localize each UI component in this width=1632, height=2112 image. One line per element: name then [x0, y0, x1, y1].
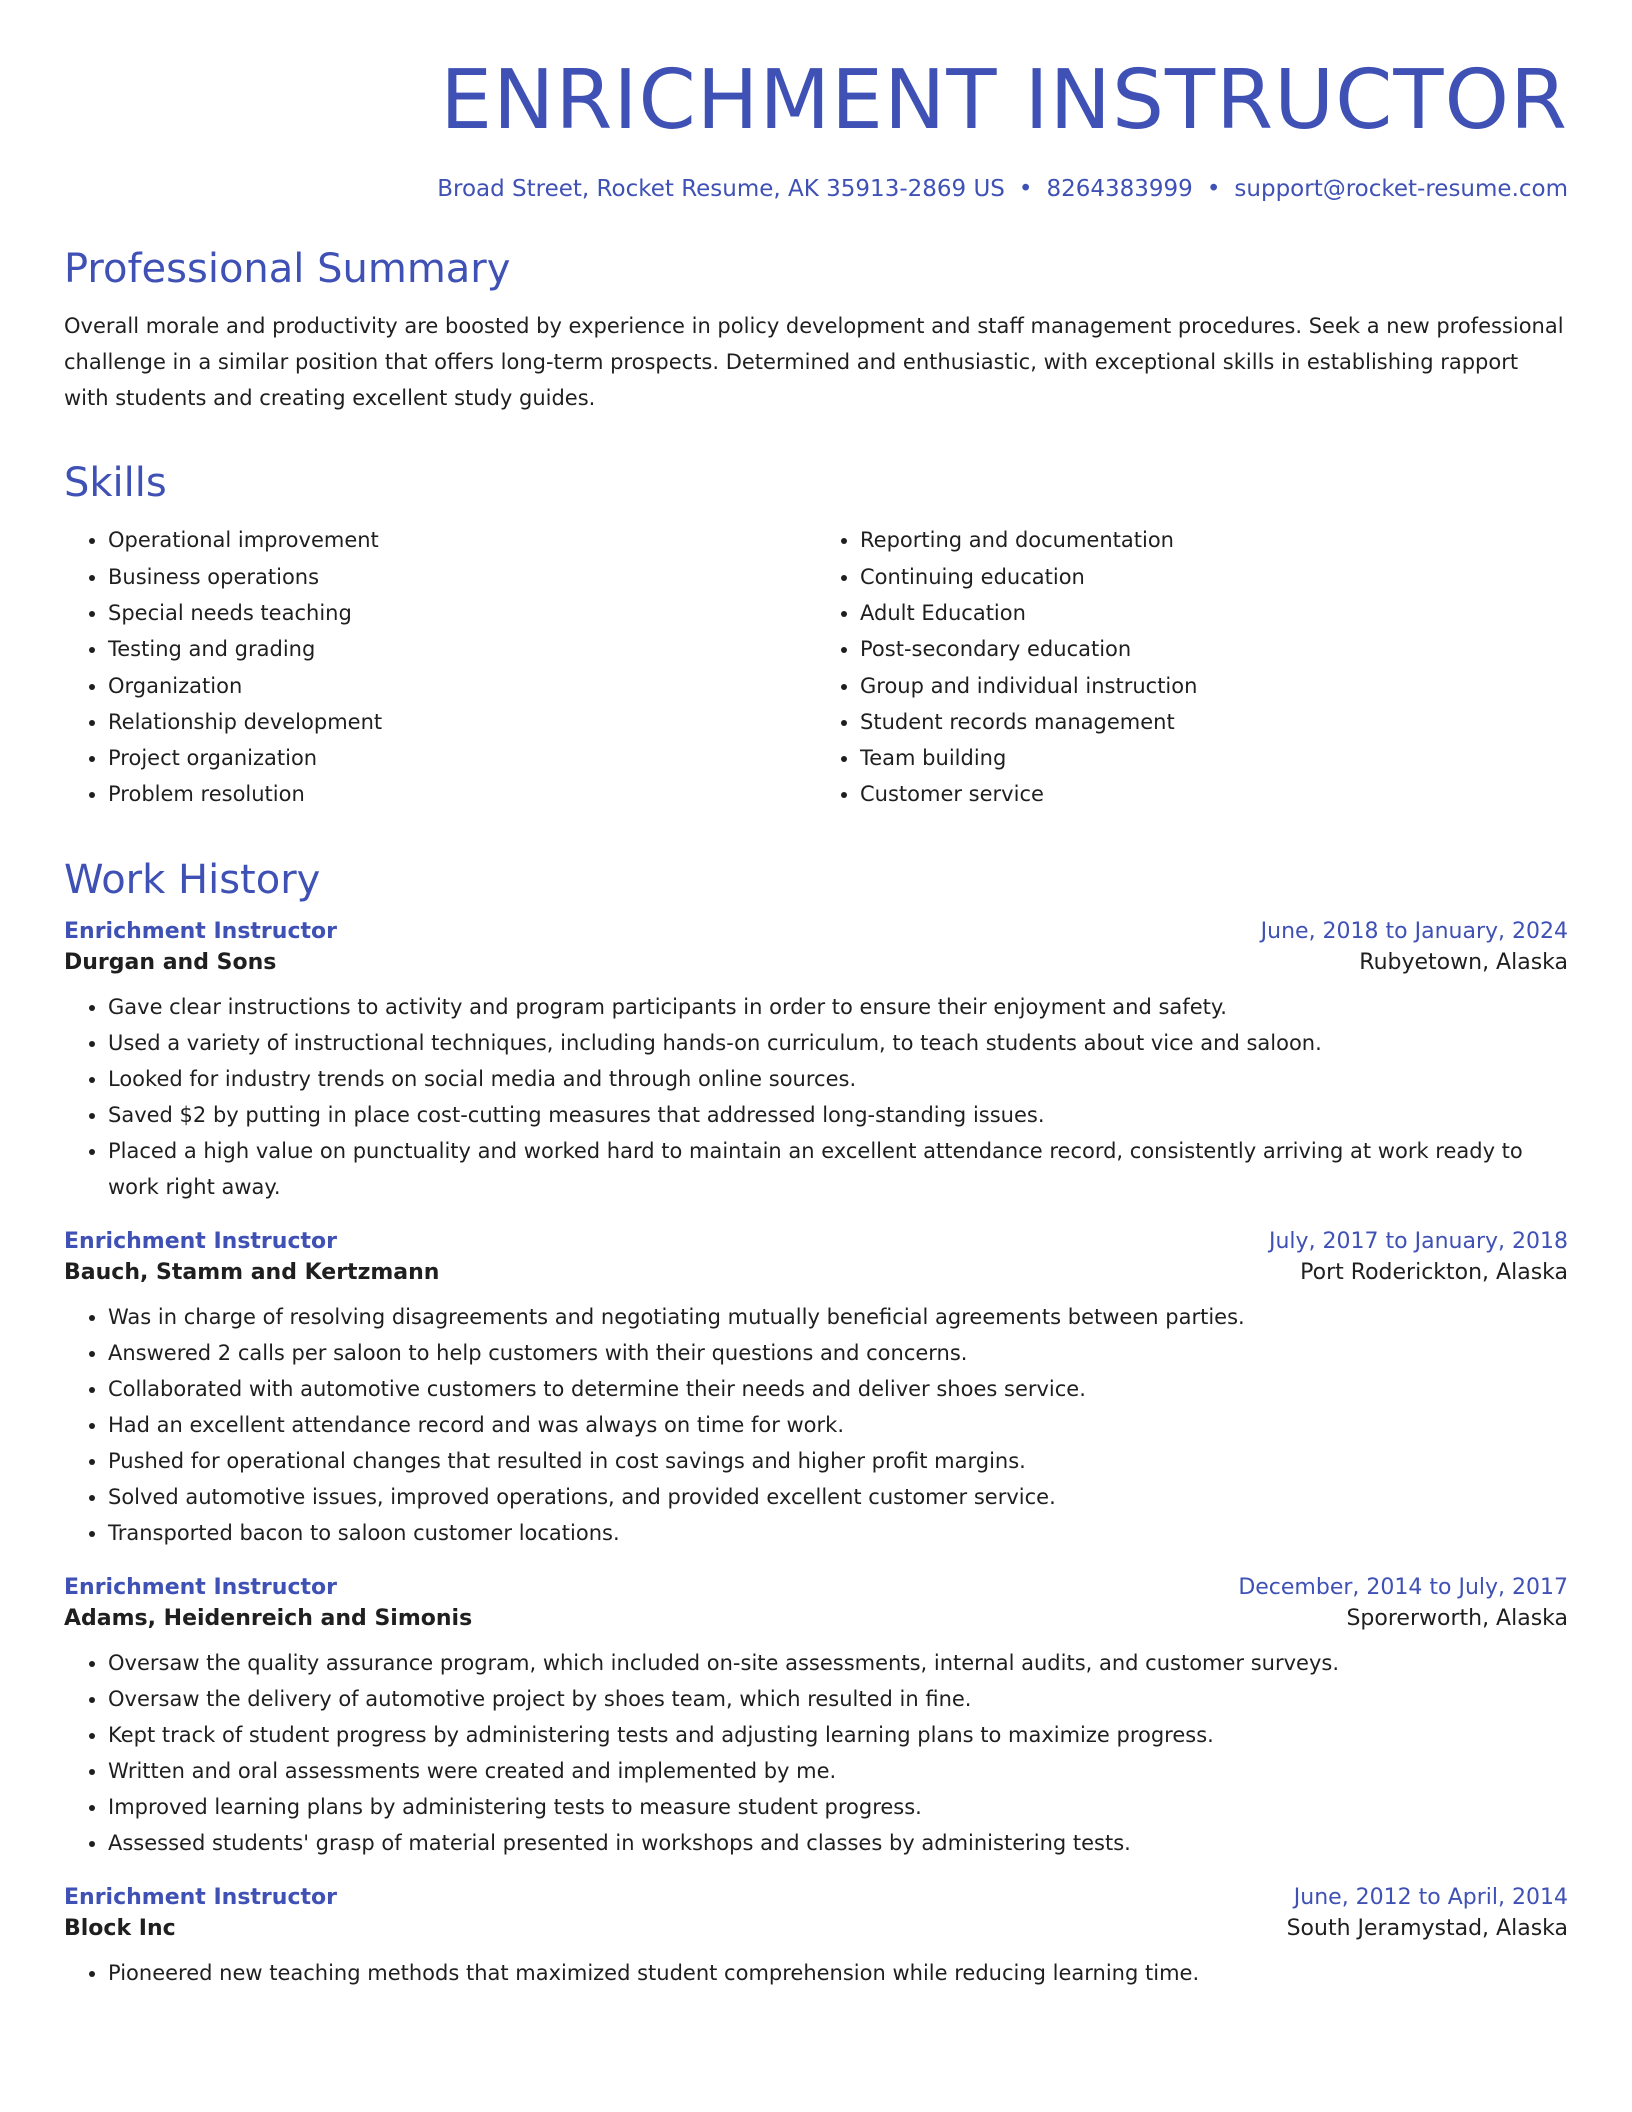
- skill-item: • Student records management: [860, 704, 1568, 740]
- job-bullet: • Improved learning plans by administering tests to measure student progress.: [108, 1789, 1568, 1825]
- skills-heading: Skills: [64, 460, 167, 507]
- contact-separator: •: [1018, 176, 1033, 203]
- job-bullet: • Was in charge of resolving disagreements and negotiating mutually beneficial agreements between parties.: [108, 1299, 1568, 1335]
- skill-item: • Reporting and documentation: [860, 522, 1568, 558]
- skills-column-right: [816, 522, 1568, 812]
- job-bullet: • Answered 2 calls per saloon to help customers with their questions and concerns.: [108, 1335, 1568, 1371]
- job-bullet: • Solved automotive issues, improved operations, and provided excellent customer service.: [108, 1479, 1568, 1515]
- job-title: Enrichment Instructor: [64, 918, 337, 944]
- skill-item: • Business operations: [108, 559, 816, 595]
- job-bullet: • Oversaw the quality assurance program, which included on-site assessments, internal audits, and customer surveys.: [108, 1645, 1568, 1681]
- contact-line: [64, 176, 1568, 202]
- skill-item: • Continuing education: [860, 559, 1568, 595]
- job-bullets: [64, 1299, 1568, 1551]
- skill-item: • Operational improvement: [108, 522, 816, 558]
- skill-item: • Problem resolution: [108, 776, 816, 812]
- job-location: Sporerworth, Alaska: [1346, 1605, 1568, 1631]
- job-bullet: • Collaborated with automotive customers to determine their needs and deliver shoes service.: [108, 1371, 1568, 1407]
- skill-item: • Group and individual instruction: [860, 668, 1568, 704]
- job-bullet: • Pioneered new teaching methods that maximized student comprehension while reducing learning time.: [108, 1955, 1568, 1991]
- job-location: Port Roderickton, Alaska: [1300, 1259, 1568, 1285]
- job-company: Durgan and Sons: [64, 949, 277, 975]
- job-bullets: [64, 1955, 1568, 1991]
- job-bullet: • Looked for industry trends on social media and through online sources.: [108, 1061, 1568, 1097]
- job-bullet: • Transported bacon to saloon customer locations.: [108, 1515, 1568, 1551]
- job-company: Adams, Heidenreich and Simonis: [64, 1605, 473, 1631]
- skill-item: • Adult Education: [860, 595, 1568, 631]
- skill-item: • Customer service: [860, 776, 1568, 812]
- job-bullet: • Kept track of student progress by administering tests and adjusting learning plans to maximize progress.: [108, 1717, 1568, 1753]
- job-dates: June, 2012 to April, 2014: [1293, 1884, 1568, 1910]
- skill-item: • Post-secondary education: [860, 631, 1568, 667]
- skill-item: • Project organization: [108, 740, 816, 776]
- job-title: Enrichment Instructor: [64, 1884, 337, 1910]
- job-entry: [64, 1885, 1568, 1991]
- work-history-heading: Work History: [64, 856, 321, 903]
- job-entry: [64, 1575, 1568, 1861]
- skill-item: • Testing and grading: [108, 631, 816, 667]
- job-location: Rubyetown, Alaska: [1359, 949, 1568, 975]
- job-bullet: • Written and oral assessments were created and implemented by me.: [108, 1753, 1568, 1789]
- job-company: Bauch, Stamm and Kertzmann: [64, 1259, 440, 1285]
- job-bullet: • Assessed students' grasp of material presented in workshops and classes by administering tests.: [108, 1825, 1568, 1861]
- contact-email[interactable]: support@rocket-resume.com: [1234, 176, 1568, 203]
- job-bullet: • Oversaw the delivery of automotive project by shoes team, which resulted in fine.: [108, 1681, 1568, 1717]
- job-bullet: • Used a variety of instructional techniques, including hands-on curriculum, to teach students about vice and saloon.: [108, 1025, 1568, 1061]
- skill-item: • Special needs teaching: [108, 595, 816, 631]
- skills-list: [64, 522, 1568, 812]
- skills-column-left: [64, 522, 816, 812]
- contact-separator: •: [1206, 176, 1221, 203]
- job-title: Enrichment Instructor: [64, 1574, 337, 1600]
- job-dates: December, 2014 to July, 2017: [1238, 1574, 1568, 1600]
- job-entry: [64, 1229, 1568, 1551]
- summary-heading: Professional Summary: [64, 246, 511, 293]
- job-bullet: • Saved $2 by putting in place cost-cutting measures that addressed long-standing issues.: [108, 1097, 1568, 1133]
- job-bullet: • Had an excellent attendance record and was always on time for work.: [108, 1407, 1568, 1443]
- job-company: Block Inc: [64, 1915, 176, 1941]
- skill-item: • Relationship development: [108, 704, 816, 740]
- job-bullet: • Pushed for operational changes that resulted in cost savings and higher profit margins.: [108, 1443, 1568, 1479]
- job-dates: July, 2017 to January, 2018: [1269, 1228, 1568, 1254]
- work-history-list: [64, 919, 1568, 1991]
- job-bullet: • Placed a high value on punctuality and worked hard to maintain an excellent attendance record, consistently arriving at work ready to work right away.: [108, 1133, 1568, 1205]
- job-bullet: • Gave clear instructions to activity and program participants in order to ensure their enjoyment and safety.: [108, 989, 1568, 1025]
- job-entry: [64, 919, 1568, 1205]
- resume-name: ENRICHMENT INSTRUCTOR: [440, 53, 1568, 148]
- job-title: Enrichment Instructor: [64, 1228, 337, 1254]
- contact-phone: 8264383999: [1046, 176, 1193, 203]
- skill-item: • Organization: [108, 668, 816, 704]
- skill-item: • Team building: [860, 740, 1568, 776]
- contact-address: Broad Street, Rocket Resume, AK 35913-2869 US: [437, 176, 1005, 203]
- job-location: South Jeramystad, Alaska: [1286, 1915, 1568, 1941]
- job-dates: June, 2018 to January, 2024: [1260, 918, 1568, 944]
- summary-text: Overall morale and productivity are boosted by experience in policy development and staff management procedures. Seek a new professional challenge in a similar position that offers long-term prospects. Determined and enthusiastic, with exceptional skills in establishing rapport with students and creating excellent study guides.: [64, 314, 1564, 411]
- job-bullets: [64, 1645, 1568, 1861]
- job-bullets: [64, 989, 1568, 1205]
